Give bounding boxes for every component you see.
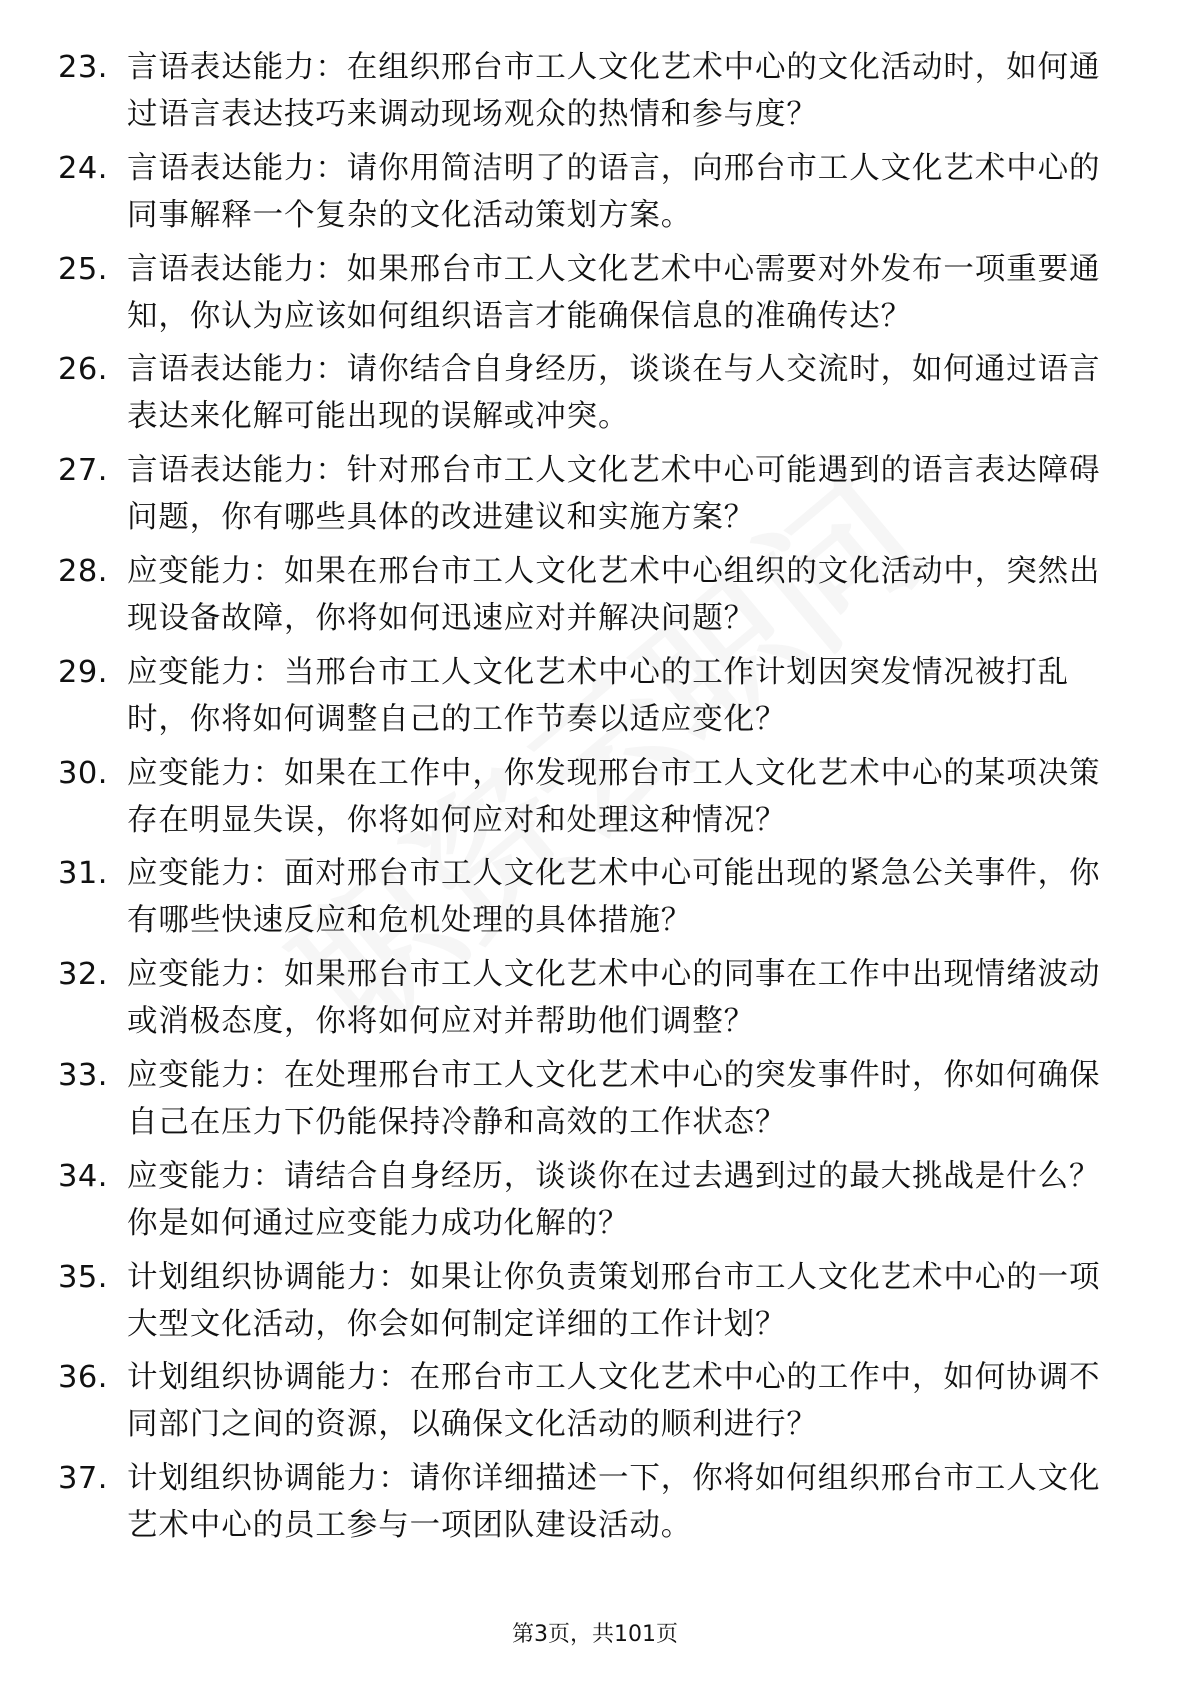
question-number: 37. bbox=[58, 1461, 109, 1497]
question-number: 34. bbox=[58, 1158, 109, 1194]
question-number: 36. bbox=[58, 1360, 109, 1396]
question-item bbox=[0, 1455, 1190, 1556]
question-text: 应变能力：面对邢台市工人文化艺术中心可能出现的紧急公关事件，你有哪些快速反应和危机处理的具体措施？ bbox=[127, 856, 1101, 939]
question-text: 言语表达能力：请你用简洁明了的语言，向邢台市工人文化艺术中心的同事解释一个复杂的文化活动策划方案。 bbox=[127, 150, 1101, 233]
question-text: 应变能力：当邢台市工人文化艺术中心的工作计划因突发情况被打乱时，你将如何调整自己的工作节奏以适应变化？ bbox=[127, 654, 1069, 737]
question-text: 言语表达能力：针对邢台市工人文化艺术中心可能遇到的语言表达障碍问题，你有哪些具体的改进建议和实施方案？ bbox=[127, 453, 1101, 536]
question-number: 25. bbox=[58, 251, 109, 287]
question-number: 27. bbox=[58, 453, 109, 489]
question-item bbox=[0, 447, 1190, 548]
question-text: 言语表达能力：如果邢台市工人文化艺术中心需要对外发布一项重要通知，你认为应该如何组织语言才能确保信息的准确传达？ bbox=[127, 251, 1101, 334]
question-text: 应变能力：如果在邢台市工人文化艺术中心组织的文化活动中，突然出现设备故障，你将如何迅速应对并解决问题？ bbox=[127, 553, 1101, 636]
question-item bbox=[0, 649, 1190, 750]
question-item bbox=[0, 1354, 1190, 1455]
page-number-label: 第3页，共101页 bbox=[512, 1622, 678, 1647]
question-text: 言语表达能力：请你结合自身经历，谈谈在与人交流时，如何通过语言表达来化解可能出现的误解或冲突。 bbox=[127, 352, 1101, 435]
question-item bbox=[0, 145, 1190, 246]
question-item bbox=[0, 1153, 1190, 1254]
question-number: 30. bbox=[58, 755, 109, 791]
question-number: 26. bbox=[58, 352, 109, 388]
question-text: 言语表达能力：在组织邢台市工人文化艺术中心的文化活动时，如何通过语言表达技巧来调动现场观众的热情和参与度？ bbox=[127, 50, 1101, 132]
question-item bbox=[0, 1254, 1190, 1355]
question-item bbox=[0, 951, 1190, 1052]
question-number: 35. bbox=[58, 1259, 109, 1295]
question-number: 32. bbox=[58, 957, 109, 993]
question-item bbox=[0, 44, 1190, 145]
page-footer bbox=[0, 1620, 1190, 1650]
question-item bbox=[0, 1052, 1190, 1153]
question-item bbox=[0, 750, 1190, 851]
question-text: 计划组织协调能力：如果让你负责策划邢台市工人文化艺术中心的一项大型文化活动，你会如何制定详细的工作计划？ bbox=[127, 1259, 1101, 1342]
question-text: 计划组织协调能力：在邢台市工人文化艺术中心的工作中，如何协调不同部门之间的资源，以确保文化活动的顺利进行？ bbox=[127, 1360, 1101, 1443]
question-number: 33. bbox=[58, 1057, 109, 1093]
question-text: 应变能力：在处理邢台市工人文化艺术中心的突发事件时，你如何确保自己在压力下仍能保持冷静和高效的工作状态？ bbox=[127, 1057, 1101, 1140]
question-number: 23. bbox=[58, 50, 109, 85]
question-number: 28. bbox=[58, 553, 109, 589]
question-text: 应变能力：如果邢台市工人文化艺术中心的同事在工作中出现情绪波动或消极态度，你将如何应对并帮助他们调整？ bbox=[127, 957, 1101, 1040]
question-text: 应变能力：请结合自身经历，谈谈你在过去遇到过的最大挑战是什么？你是如何通过应变能力成功化解的？ bbox=[127, 1158, 1101, 1241]
question-item bbox=[0, 548, 1190, 649]
question-number: 24. bbox=[58, 150, 109, 186]
question-list bbox=[0, 44, 1190, 1556]
question-number: 29. bbox=[58, 654, 109, 690]
question-item bbox=[0, 346, 1190, 447]
question-item bbox=[0, 850, 1190, 951]
question-text: 应变能力：如果在工作中，你发现邢台市工人文化艺术中心的某项决策存在明显失误，你将如何应对和处理这种情况？ bbox=[127, 755, 1101, 838]
question-item bbox=[0, 246, 1190, 347]
question-text: 计划组织协调能力：请你详细描述一下，你将如何组织邢台市工人文化艺术中心的员工参与一项团队建设活动。 bbox=[127, 1461, 1101, 1544]
question-number: 31. bbox=[58, 856, 109, 892]
